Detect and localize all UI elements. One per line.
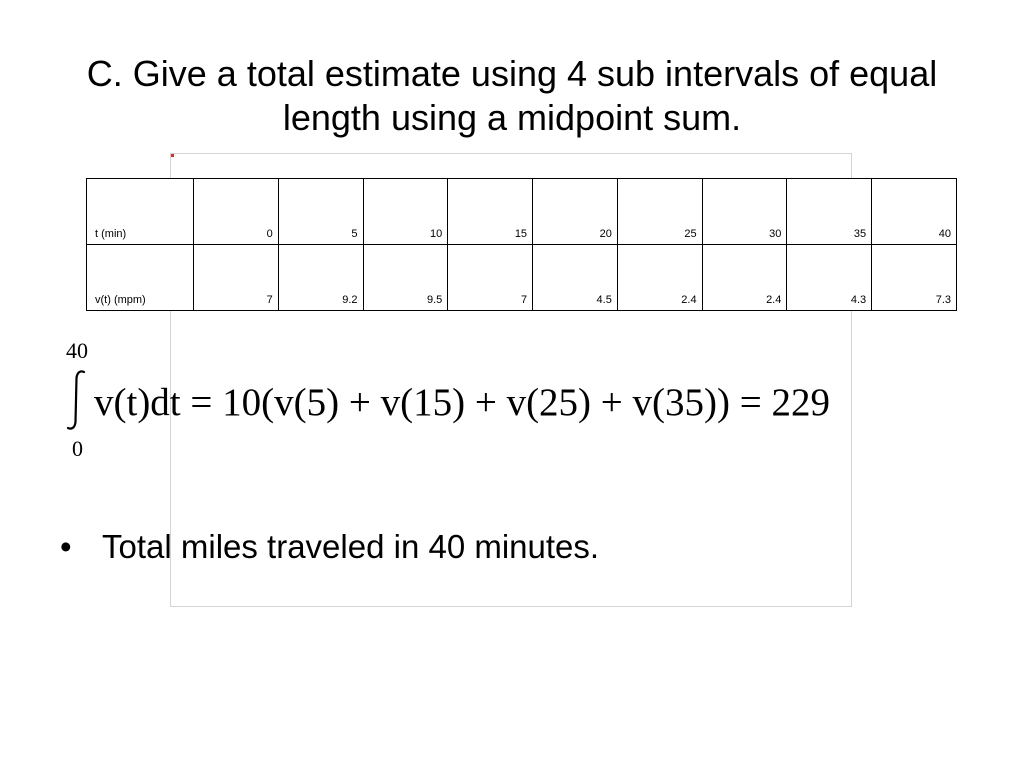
table-cell: 7.3 xyxy=(872,245,957,311)
integral-lower-limit: 0 xyxy=(72,436,83,461)
bullet-text: Total miles traveled in 40 minutes. xyxy=(102,528,600,565)
table-cell: 2.4 xyxy=(617,245,702,311)
integral-expression: v(t)dt = 10(v(5) + v(15) + v(25) + v(35)) = 229 xyxy=(94,381,830,424)
table-cell: 7 xyxy=(194,245,279,311)
table-cell: 25 xyxy=(617,179,702,245)
table-cell: 4.3 xyxy=(787,245,872,311)
table-row-velocity xyxy=(87,245,957,311)
embedded-object-icon xyxy=(171,154,174,157)
table-cell: 9.2 xyxy=(278,245,363,311)
table-cell: 7 xyxy=(448,245,533,311)
row-header: t (min) xyxy=(87,179,194,245)
row-header: v(t) (mpm) xyxy=(87,245,194,311)
slide-title: C. Give a total estimate using 4 sub intervals of equal length using a midpoint sum. xyxy=(86,53,938,138)
integral-formula xyxy=(62,338,962,468)
table-row-time xyxy=(87,179,957,245)
bullet-symbol: • xyxy=(60,528,72,565)
table-cell: 9.5 xyxy=(363,245,448,311)
data-table xyxy=(86,178,957,311)
table-cell: 30 xyxy=(702,179,787,245)
bullet-item xyxy=(60,527,599,567)
integral-sign-icon xyxy=(62,368,90,432)
table-cell: 35 xyxy=(787,179,872,245)
table-cell: 2.4 xyxy=(702,245,787,311)
table-cell: 0 xyxy=(194,179,279,245)
table-cell: 15 xyxy=(448,179,533,245)
table-cell: 40 xyxy=(872,179,957,245)
integral-upper-limit: 40 xyxy=(66,338,88,363)
table-cell: 20 xyxy=(533,179,618,245)
table-cell: 5 xyxy=(278,179,363,245)
table-cell: 10 xyxy=(363,179,448,245)
table-cell: 4.5 xyxy=(533,245,618,311)
